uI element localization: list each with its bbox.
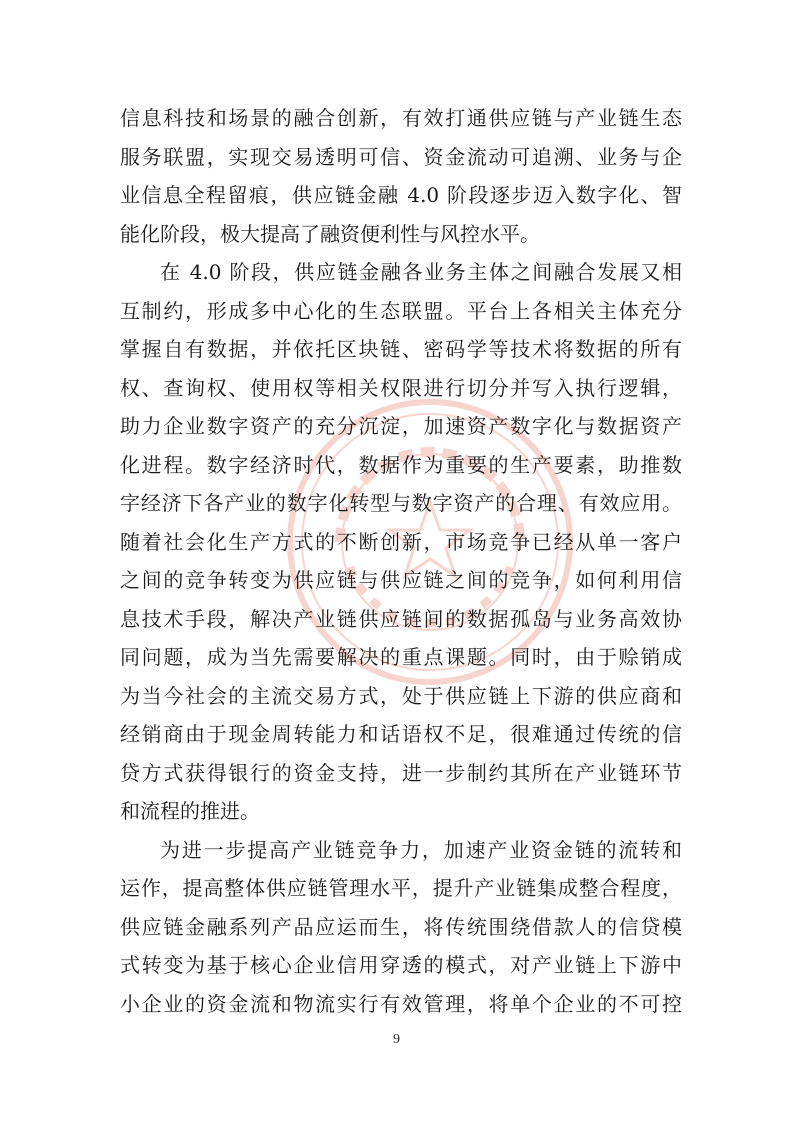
text-line: 服务联盟，实现交易透明可信、资金流动可追溯、业务与企 [120, 144, 682, 169]
text-line: 贷方式获得银行的资金支持，进一步制约其所在产业链环节 [120, 760, 682, 785]
page-number: 9 [393, 1032, 400, 1047]
text-line: 为当今社会的主流交易方式，处于供应链上下游的供应商和 [120, 683, 682, 708]
text-line: 互制约，形成多中心化的生态联盟。平台上各相关主体充分 [120, 298, 682, 323]
text-line: 息技术手段，解决产业链供应链间的数据孤岛与业务高效协 [120, 606, 682, 631]
text-line: 在 4.0 阶段，供应链金融各业务主体之间融合发展又相 [160, 260, 682, 284]
text-line: 随着社会化生产方式的不断创新，市场竞争已经从单一客户 [120, 529, 682, 554]
text-line: 为进一步提高产业链竞争力，加速产业资金链的流转和 [160, 837, 682, 862]
text-line: 能化阶段，极大提高了融资便利性与风控水平。 [120, 221, 540, 246]
text-line: 小企业的资金流和物流实行有效管理，将单个企业的不可控 [120, 991, 682, 1016]
text-line: 信息科技和场景的融合创新，有效打通供应链与产业链生态 [120, 106, 682, 130]
text-line: 经销商由于现金周转能力和话语权不足，很难通过传统的信 [120, 722, 682, 746]
text-line: 助力企业数字资产的充分沉淀，加速资产数字化与数据资产 [120, 414, 682, 438]
text-line: 供应链金融系列产品应运而生，将传统围绕借款人的信贷模 [120, 914, 682, 939]
text-line: 运作，提高整体供应链管理水平，提升产业链集成整合程度， [120, 876, 682, 900]
text-line: 掌握自有数据，并依托区块链、密码学等技术将数据的所有 [120, 337, 682, 361]
text-line: 之间的竞争转变为供应链与供应链之间的竞争，如何利用信 [120, 568, 682, 592]
text-line: 权、查询权、使用权等相关权限进行切分并写入执行逻辑， [120, 375, 682, 400]
paragraph [120, 99, 682, 253]
paragraph [120, 831, 682, 1024]
text-line: 式转变为基于核心企业信用穿透的模式，对产业链上下游中 [120, 953, 682, 977]
paragraph [120, 253, 682, 831]
text-line: 化进程。数字经济时代，数据作为重要的生产要素，助推数 [120, 452, 682, 477]
text-line: 业信息全程留痕，供应链金融 4.0 阶段逐步迈入数字化、智 [120, 183, 682, 207]
text-line: 同问题，成为当先需要解决的重点课题。同时，由于赊销成 [120, 645, 682, 669]
document-body [120, 99, 682, 1023]
text-line: 和流程的推进。 [120, 799, 260, 823]
text-line: 字经济下各产业的数字化转型与数字资产的合理、有效应用。 [120, 491, 682, 515]
